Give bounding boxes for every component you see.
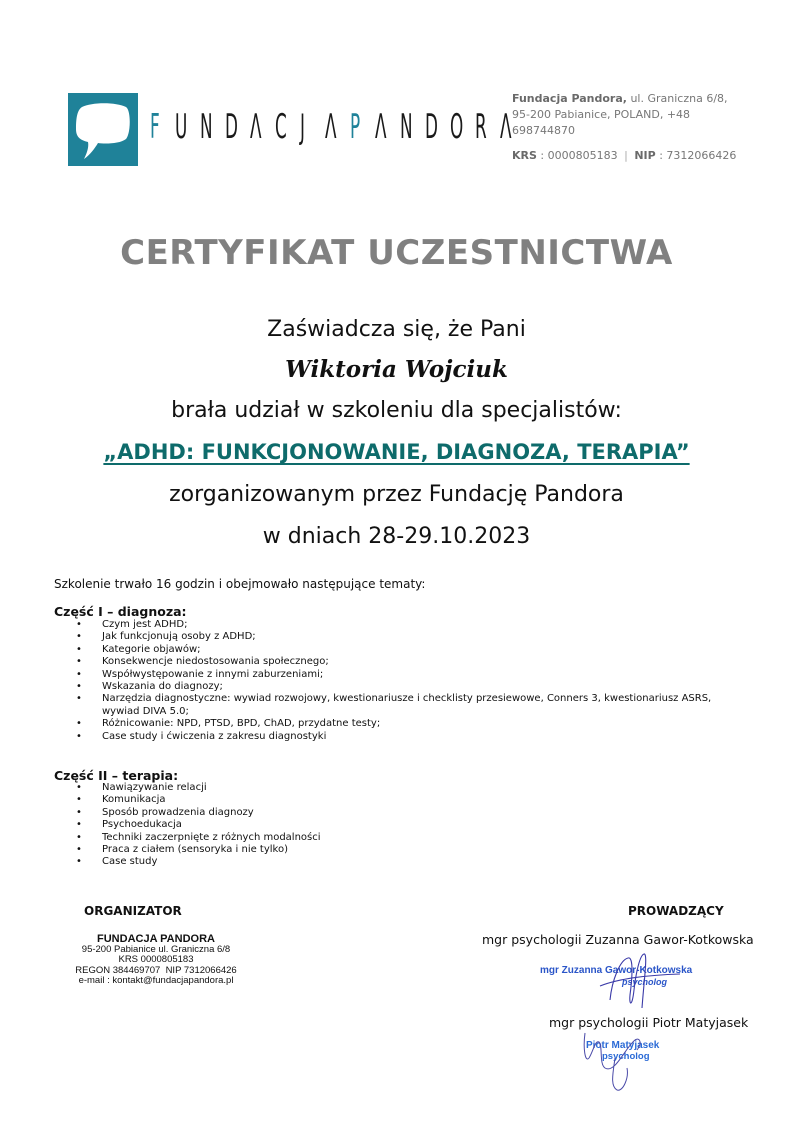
trainer-2-label: mgr psychologii Piotr Matyjasek bbox=[549, 1015, 749, 1030]
trainer-2-stamp-role: psycholog bbox=[602, 1051, 650, 1062]
logo-letter: Λ bbox=[250, 107, 262, 147]
trainer-2-stamp-name: Piotr Matyjasek bbox=[586, 1040, 660, 1051]
topic-item: • Praca z ciałem (sensoryka i nie tylko) bbox=[54, 844, 744, 856]
topic-item: • Case study bbox=[54, 856, 744, 868]
topic-item: • Wskazania do diagnozy; bbox=[54, 681, 744, 693]
krs-label: KRS bbox=[512, 149, 537, 162]
course-title bbox=[0, 440, 793, 464]
topic-item: • Jak funkcjonują osoby z ADHD; bbox=[54, 631, 744, 643]
topic-item: • Różnicowanie: NPD, PTSD, BPD, ChAD, przydatne testy; bbox=[54, 718, 744, 730]
stamp-line2: KRS 0000805183 bbox=[118, 954, 194, 965]
stamp-line4: e-mail : kontakt@fundacjapandora.pl bbox=[78, 975, 234, 986]
signature-2-icon bbox=[565, 1028, 675, 1093]
logo-letter: R bbox=[475, 107, 487, 147]
topic-item: • Narzędzia diagnostyczne: wywiad rozwojowy, kwestionariusze i checklisty przesiewowe, Conners 3, kwestionariusz ASRS, wywiad DIVA 5.0; bbox=[54, 693, 744, 718]
course-title-text: „ADHD: FUNKCJONOWANIE, DIAGNOZA, TERAPIA” bbox=[103, 440, 690, 464]
topic-item: • Psychoedukacja bbox=[54, 819, 744, 831]
logo-letter: Λ bbox=[375, 107, 387, 147]
topic-item: • Case study i ćwiczenia z zakresu diagnostyki bbox=[54, 731, 744, 743]
trainers-heading: PROWADZĄCY bbox=[628, 904, 724, 918]
logo-letter: J bbox=[300, 107, 305, 147]
part1-topic-list bbox=[54, 619, 744, 743]
certificate-title: CERTYFIKAT UCZESTNICTWA bbox=[120, 233, 673, 273]
logo-letter: Λ bbox=[500, 107, 512, 147]
org-name: Fundacja Pandora, bbox=[512, 92, 627, 105]
logo-letter: O bbox=[450, 107, 464, 147]
stamp-title: FUNDACJA PANDORA bbox=[97, 933, 215, 945]
phone-tail: 698744870 bbox=[512, 124, 575, 137]
address-line2: 95-200 Pabianice, POLAND, +48 bbox=[512, 108, 691, 121]
logo-letter: F bbox=[150, 107, 160, 147]
stamp-line3: REGON 384469707 NIP 7312066426 bbox=[75, 964, 237, 976]
trainer-1-label: mgr psychologii Zuzanna Gawor-Kotkowska bbox=[482, 932, 754, 947]
topic-item: • Konsekwencje niedostosowania społecznego; bbox=[54, 656, 744, 668]
logo-wordmark bbox=[150, 107, 525, 147]
logo-letter: N bbox=[200, 107, 213, 147]
topic-item: • Kategorie objawów; bbox=[54, 644, 744, 656]
participant-name: Wiktoria Wojciuk bbox=[285, 356, 508, 383]
trainer-1-stamp-role: psycholog bbox=[622, 977, 668, 987]
topic-item: • Nawiązywanie relacji bbox=[54, 782, 744, 794]
logo-letter: D bbox=[425, 107, 438, 147]
logo-letter: C bbox=[275, 107, 287, 147]
program-intro: Szkolenie trwało 16 godzin i obejmowało następujące tematy: bbox=[54, 577, 426, 591]
trainer-1-stamp-name: mgr Zuzanna Gawor-Kotkowska bbox=[540, 965, 693, 976]
topic-item: • Czym jest ADHD; bbox=[54, 619, 744, 631]
topic-item: • Współwystępowanie z innymi zaburzeniami; bbox=[54, 669, 744, 681]
logo-letter: Λ bbox=[325, 107, 337, 147]
nip-value: : 7312066426 bbox=[655, 149, 737, 162]
logo-mark bbox=[68, 93, 138, 166]
part1-heading: Część I – diagnoza: bbox=[54, 604, 187, 619]
nip-label: NIP bbox=[634, 149, 656, 162]
topic-item: • Techniki zaczerpnięte z różnych modalności bbox=[54, 832, 744, 844]
krs-value: : 0000805183 bbox=[536, 149, 618, 162]
part2-heading: Część II – terapia: bbox=[54, 768, 179, 783]
date-line: w dniach 28-29.10.2023 bbox=[262, 524, 531, 549]
topic-item: • Sposób prowadzenia diagnozy bbox=[54, 807, 744, 819]
attest-line: Zaświadcza się, że Pani bbox=[267, 317, 526, 342]
address-line1: ul. Graniczna 6/8, bbox=[626, 92, 728, 105]
organizer-stamp bbox=[72, 934, 240, 987]
participation-line: brała udział w szkoleniu dla specjalistów: bbox=[171, 398, 622, 423]
separator: | bbox=[624, 149, 628, 162]
part2-topic-list bbox=[54, 782, 744, 869]
stamp-line1: 95-200 Pabianice ul. Graniczna 6/8 bbox=[81, 943, 231, 955]
topic-item: • Komunikacja bbox=[54, 794, 744, 806]
contact-block bbox=[512, 91, 752, 164]
signature-1-icon bbox=[540, 950, 720, 1010]
logo-letter: D bbox=[225, 107, 238, 147]
logo-letter: P bbox=[350, 107, 361, 147]
organizer-line: zorganizowanym przez Fundację Pandora bbox=[169, 482, 624, 507]
organizer-heading: ORGANIZATOR bbox=[84, 904, 182, 918]
logo-letter: N bbox=[400, 107, 413, 147]
speech-bubble-icon bbox=[68, 93, 138, 166]
logo-letter: U bbox=[175, 107, 188, 147]
